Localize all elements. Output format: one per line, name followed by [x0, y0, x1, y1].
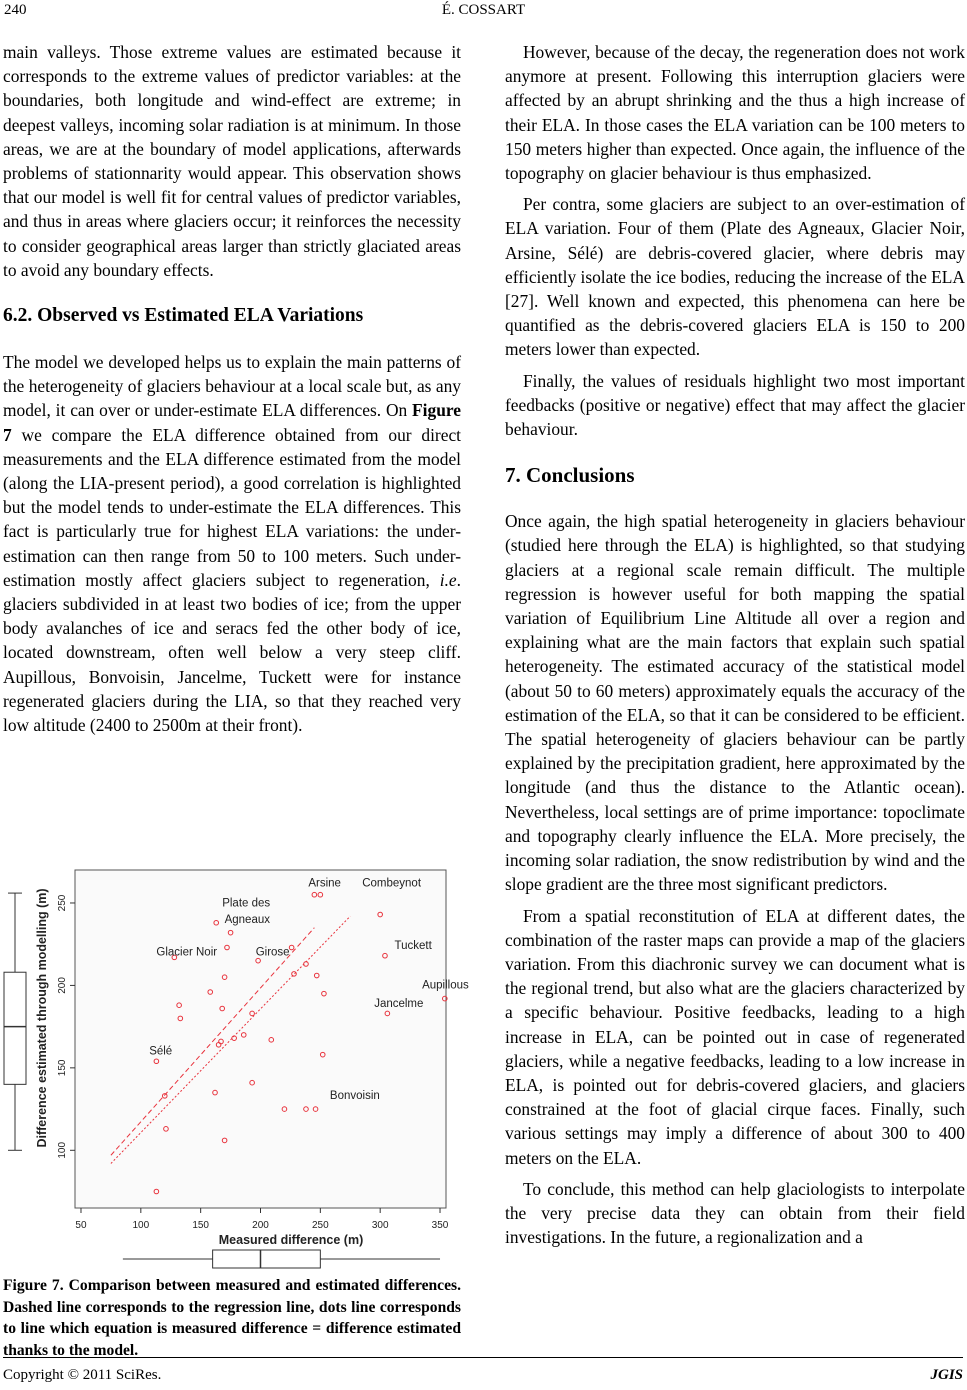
x-tick-label: 200: [252, 1220, 269, 1231]
glacier-label: Aupillous: [422, 979, 469, 992]
paragraph: Once again, the high spatial heterogeneity in glaciers behaviour (studied here through the ELA) is highlighted, so that studying glaciers at a regional scale remain difficult. The multiple regression is however useful for both mapping the spatial variation of Equilibrium Line Altitude all over a region and explaining what are the main factors that explain such spatial heterogeneity. The estimated accuracy of the statistical model (about 50 to 60 meters) approximately equals the accuracy of the estimation of the ELA, so that it can be considered to be efficient. The spatial heterogeneity of glaciers behaviour can be partly explained by the precipitation gradient, here approximated by the longitude (and thus the distance to the Atlantic ocean). Nevertheless, local settings are of prime importance: topoclimate and topography clearly influence the ELA. More precisely, the incoming solar radiation, the snow redistribution by wind and the slope gradient are the three most significant predictors.: [505, 511, 965, 895]
text-run: we compare the ELA difference obtained from our direct measurements and the ELA difference estimated from the model (along the LIA-present period), a good correlation is highlighted but the model tends to under-estimate the ELA differences. This fact is particularly true for highest ELA variations: the under-estimation can then range from 50 to 100 meters. Such under-estimation mostly affect glaciers subject to regeneration,: [3, 424, 461, 590]
glacier-label: Combeynot: [362, 877, 422, 890]
footer-rule: [3, 1357, 963, 1358]
y-tick-label: 200: [57, 977, 68, 994]
glacier-label: Girose: [255, 946, 290, 959]
figure-7: [0, 860, 469, 1270]
figure-reference: Figure 7: [3, 400, 461, 445]
x-tick-label: 50: [75, 1220, 87, 1231]
glacier-label: Tuckett: [394, 940, 432, 953]
y-tick-label: 150: [57, 1059, 68, 1077]
section-heading-6-2: 6.2. Observed vs Estimated ELA Variations: [3, 305, 364, 327]
glacier-label: Sélé: [149, 1045, 173, 1058]
paragraph: From a spatial reconstitution of ELA at different dates, the combination of the raster maps can provide a map of the glaciers variation. From this diachronic survey we can document what is the regional trend, but also what are the glaciers characterized by a specific behaviour. Positive feedbacks, leading to a high increase in ELA, can be pointed out in case of regenerated glaciers, while a negative feedbacks, leading to a low increase in ELA, is pointed out for debris-covered glaciers, and glaciers constrained at the foot of glacial cirque faces. Finally, such various settings may imply a difference of about 300 to 400 meters on the ELA.: [505, 905, 965, 1168]
paragraph: Per contra, some glaciers are subject to an over-estimation of ELA variation. Four of them (Plate des Agneaux, Glacier Noir, Arsine, Sélé) are debris-covered glacier, where debris may efficiently isolate the ice bodies, reducing the increase of the ELA [27]. Well known and expected, this phenomena can here be quantified as the debris-covered glaciers ELA is 150 to 200 meters lower than expected.: [505, 194, 965, 360]
text-run: . glaciers subdivided in at least two bodies of ice; from the upper body avalanches of ice and seracs fed the other body of ice, located downstream, often well below a very steep cliff. Aupillous, Bonvoisin, Jancelme, Tuckett were for instance regenerated glaciers during the LIA, so that they reached very low altitude (2400 to 2500m at their front).: [3, 569, 461, 736]
x-tick-label: 300: [371, 1220, 389, 1231]
left-column: [3, 40, 461, 737]
y-axis-label: Difference estimated through modelling (m): [35, 888, 49, 1148]
x-tick-label: 100: [132, 1220, 150, 1231]
glacier-label: Glacier Noir: [156, 946, 218, 959]
running-title: É. COSSART: [441, 2, 526, 18]
section-heading-7: 7. Conclusions: [505, 463, 635, 488]
x-tick-label: 150: [192, 1220, 210, 1231]
paragraph: To conclude, this method can help glaciologists to interpolate the very precise data they can obtain from their field investigations. In the future, a regionalization and a: [505, 1178, 965, 1248]
paragraph: Finally, the values of residuals highlight two most important feedbacks (positive or negative) effect that may affect the glacier behaviour.: [505, 370, 965, 440]
glacier-label: Arsine: [308, 877, 341, 890]
paragraph: [3, 350, 461, 737]
x-tick-label: 250: [311, 1220, 329, 1231]
glacier-label: Agneaux: [224, 913, 271, 926]
y-tick-label: 100: [57, 1141, 68, 1159]
text-run: The model we developed helps us to explain the main patterns of the heterogeneity of glaciers behaviour at a local scale but, as any model, it can over or under-estimate ELA differences. On: [3, 352, 461, 421]
x-axis-label: Measured difference (m): [218, 1233, 364, 1247]
page-number: 240: [4, 2, 27, 18]
text-run: i.e: [439, 569, 457, 590]
y-tick-label: 250: [57, 894, 68, 912]
x-tick-label: 350: [431, 1220, 449, 1231]
x-boxplot-box: [213, 1250, 321, 1268]
glacier-label: Jancelme: [374, 997, 424, 1010]
scatter-chart: [0, 860, 469, 1270]
y-boxplot-box: [4, 972, 26, 1084]
glacier-label: Plate des: [222, 897, 271, 910]
journal-name: JGIS: [930, 1367, 963, 1383]
copyright: Copyright © 2011 SciRes.: [3, 1367, 162, 1383]
right-column: [505, 40, 965, 1249]
figure-caption: Figure 7. Comparison between measured and estimated differences. Dashed line corresponds to the regression line, dots line corresponds to line which equation is measured difference = difference estimated thanks to the model.: [3, 1277, 461, 1359]
glacier-label: Bonvoisin: [329, 1090, 380, 1103]
paragraph: main valleys. Those extreme values are estimated because it corresponds to the extreme values of predictor variables: at the boundaries, both longitude and wind-effect are extreme; in deepest valleys, incoming solar radiation is at minimum. In those areas, we are at the boundary of model applications, afterwards problems of stationnarity would appear. This observation shows that our model is well fit for central values of predictor variables, and thus in areas where glaciers occur; it reinforces the necessity to consider geographical areas larger than strictly glaciated areas to avoid any boundary effects.: [3, 42, 461, 280]
paragraph: However, because of the decay, the regeneration does not work anymore at present. Following this interruption glaciers were affected by an abrupt shrinking and the thus a high increase of their ELA. In those cases the ELA variation can be 100 meters to 150 meters higher than expected. Once again, the influence of the topography on glacier behaviour is thus emphasized.: [505, 42, 965, 184]
